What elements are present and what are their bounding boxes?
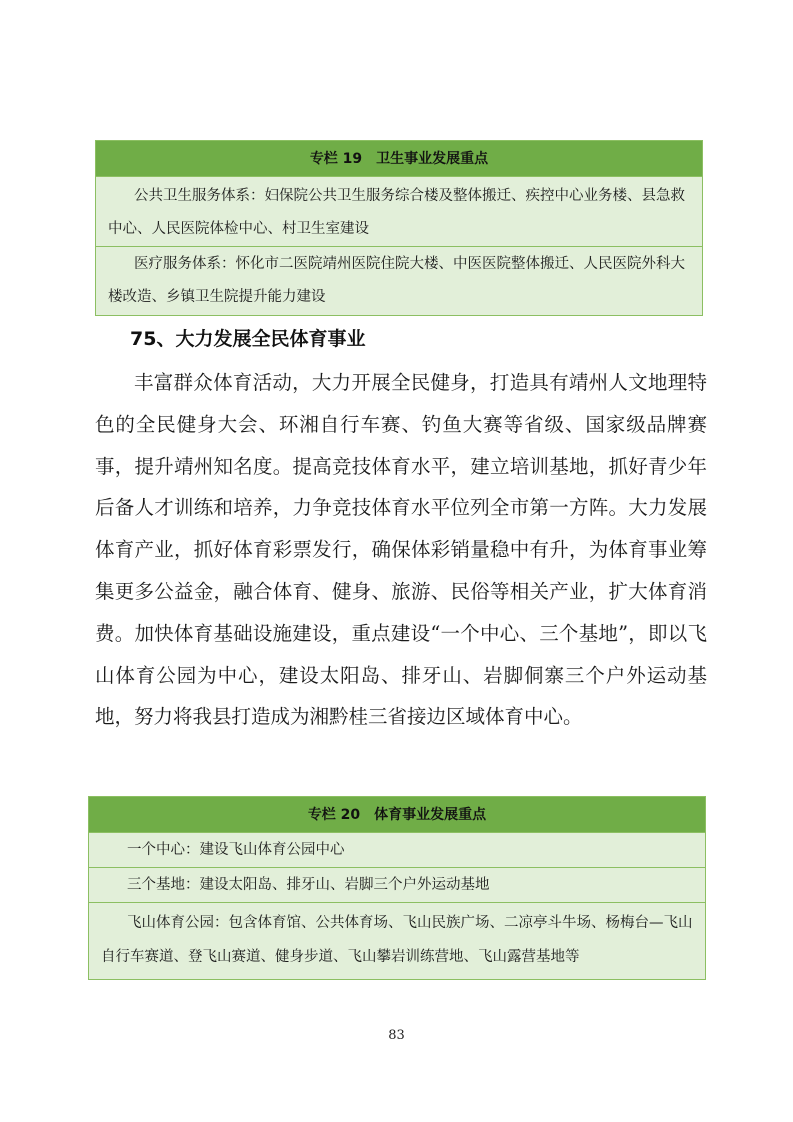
feature-box-20-row — [89, 833, 705, 868]
feature-box-20-row — [89, 868, 705, 903]
row-text: 建设太阳岛、排牙山、岩脚三个户外运动基地 — [199, 877, 490, 893]
row-text: 建设飞山体育公园中心 — [199, 842, 345, 858]
row-label: 一个中心： — [127, 842, 200, 858]
row-label: 医疗服务体系： — [134, 256, 236, 272]
feature-box-19-row — [96, 247, 702, 315]
feature-box-19-row — [96, 177, 702, 247]
page-number: 83 — [388, 1028, 405, 1043]
row-label: 三个基地： — [127, 877, 200, 893]
row-label: 公共卫生服务体系： — [134, 188, 265, 204]
feature-box-20-title: 专栏 20 体育事业发展重点 — [89, 797, 705, 833]
row-text: 怀化市二医院靖州医院住院大楼、中医医院整体搬迁、人民医院外科大楼改造、乡镇卫生院提升能力建设 — [108, 256, 685, 305]
row-label: 飞山体育公园： — [127, 915, 229, 931]
body-paragraph: 丰富群众体育活动，大力开展全民健身，打造具有靖州人文地理特色的全民健身大会、环湘自行车赛、钓鱼大赛等省级、国家级品牌赛事，提升靖州知名度。提高竞技体育水平，建立培训基地，抓好青少年后备人才训练和培养，力争竞技体育水平位列全市第一方阵。大力发展体育产业，抓好体育彩票发行，确保体彩销量稳中有升，为体育事业筹集更多公益金，融合体育、健身、旅游、民俗等相关产业，扩大体育消费。加快体育基础设施建设，重点建设“一个中心、三个基地”，即以飞山体育公园为中心，建设太阳岛、排牙山、岩脚侗寨三个户外运动基地，努力将我县打造成为湘黔桂三省接边区域体育中心。 — [95, 371, 707, 729]
feature-box-20-row — [89, 903, 705, 979]
feature-box-20 — [88, 796, 706, 980]
section-heading: 75、大力发展全民体育事业 — [130, 328, 366, 350]
row-text: 包含体育馆、公共体育场、飞山民族广场、二凉亭斗牛场、杨梅台—飞山自行车赛道、登飞山赛道、健身步道、飞山攀岩训练营地、飞山露营基地等 — [101, 915, 693, 965]
feature-box-19 — [95, 140, 703, 316]
row-text: 妇保院公共卫生服务综合楼及整体搬迁、疾控中心业务楼、县急救中心、人民医院体检中心、村卫生室建设 — [108, 188, 685, 237]
feature-box-19-title: 专栏 19 卫生事业发展重点 — [96, 141, 702, 177]
